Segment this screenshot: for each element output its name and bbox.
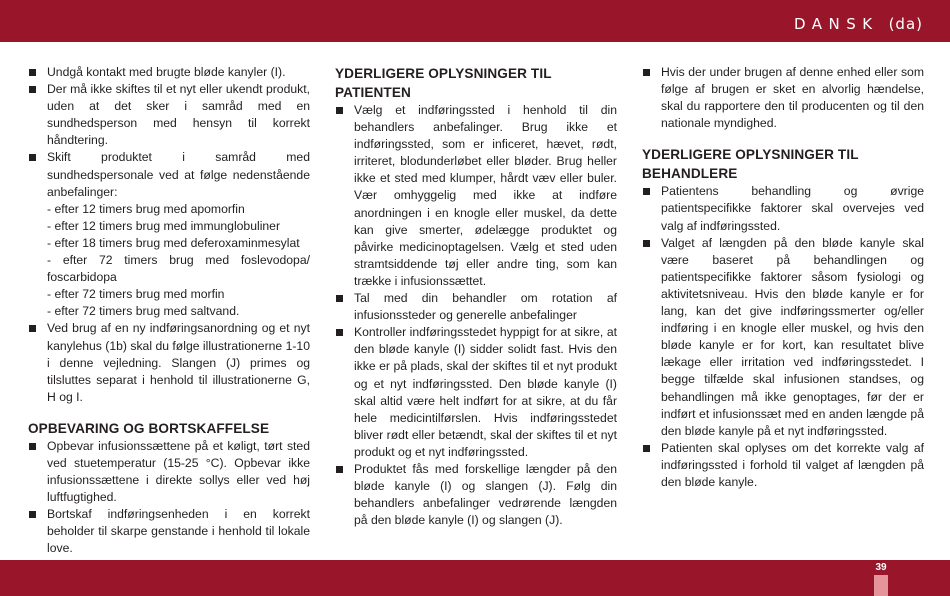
list-item: Patienten skal oplyses om det korrekte valg af indføringssted i forhold til valget af længden på den bløde kanyle. — [642, 440, 924, 491]
list-item: Tal med din behandler om rotation af infusionssteder og generelle anbefalinger — [335, 290, 617, 324]
language-name: DANSK — [793, 15, 879, 33]
section-heading: YDERLIGERE OPLYSNINGER TIL BEHANDLERE — [642, 147, 859, 182]
column-2 — [335, 64, 617, 529]
list-item: Produktet fås med forskellige længder på den bløde kanyle (I) og slangen (J). Følg din behandlers anbefalinger vedrørende længden på den bløde kanyle (I) og slangen (J). — [335, 461, 617, 529]
header-bar — [0, 0, 950, 42]
page-number: 39 — [875, 562, 887, 573]
sublist-item: - efter 72 timers brug med foslevodopa/ foscarbidopa — [47, 253, 310, 285]
sublist-item: - efter 12 timers brug med apomorfin — [47, 201, 245, 216]
list-item: Hvis der under brugen af denne enhed eller som følge af brugen er sket en alvorlig hændelse, skal du rapportere den til producenten og til den nationale myndighed. — [642, 64, 924, 132]
spacer — [28, 406, 310, 419]
sublist-item: - efter 12 timers brug med immunglobuliner — [47, 218, 281, 233]
list-item: Skift produktet i samråd med sundhedspersonale ved at følge nedenstående anbefalinger: — [28, 149, 310, 200]
footer-bar — [0, 560, 950, 596]
list-item: Der må ikke skiftes til et nyt eller ukendt produkt, uden at det sker i samråd med en sundhedsperson med hensyn til korrekt håndtering. — [28, 81, 310, 149]
page-tab-marker — [874, 575, 888, 596]
sublist — [28, 201, 310, 321]
list-item: Kontroller indføringsstedet hyppigt for at sikre, at den bløde kanyle (I) sidder solidt fast. Hvis den ikke er på plads, skal der skiftes til et nyt produkt og et nyt indføringssted. Den bløde kanyle (I) skal altid være helt indført for at sikre, at du får hele medicintilførslen. Hvis indføringsstedet bliver rødt eller betændt, skal der skiftes til et nyt produkt og et nyt indføringssted. — [335, 324, 617, 461]
sublist-item: - efter 18 timers brug med deferoxaminmesylat — [47, 235, 300, 250]
list-item: Vælg et indføringssted i henhold til din behandlers anbefalinger. Brug ikke et indføringssted, som er inficeret, hævet, rødt, irriteret, blodunderløbet eller bløder. Brug heller ikke et sted med klumper, hårdt væv eller buler. Vær omhyggelig med ikke at indføre anordningen i en knogle eller muskel, da dette kan give smerter, ødelægge produktet og påvirke medicinoptagelsen. Vælg et sted uden stramtsiddende tøj eller andre ting, som kan trække i infusionssættet. — [335, 102, 617, 290]
list-item: Ved brug af en ny indføringsanordning og et nyt kanylehus (1b) skal du følge illustrationerne 1-10 i denne vejledning. Slangen (J) primes og tilsluttes separat i henhold til illustrationerne G, H og I. — [28, 320, 310, 405]
list-item: Bortskaf indføringsenheden i en korrekt beholder til skarpe genstande i henhold til lokale love. — [28, 506, 310, 557]
section-heading: YDERLIGERE OPLYSNINGER TIL PATIENTEN — [335, 66, 552, 100]
column-3 — [642, 64, 924, 491]
list-item: Opbevar infusionssættene på et køligt, tørt sted ved stuetemperatur (15-25 °C). Opbevar ikke infusionssættene i direkte sollys eller ved høj luftfugtighed. — [28, 438, 310, 506]
spacer — [642, 132, 924, 145]
list-item: Undgå kontakt med brugte bløde kanyler (I). — [28, 64, 310, 81]
column-1 — [28, 64, 310, 592]
list-item: Patientens behandling og øvrige patientspecifikke faktorer skal overvejes ved valg af indføringssted. — [642, 183, 924, 234]
language-label — [794, 15, 923, 33]
language-code: (da) — [888, 15, 923, 33]
list-item: Valget af længden på den bløde kanyle skal være baseret på behandlingen og patientspecifikke faktorer såsom fysiologi og aktivitetsniveau. Hvis den bløde kanyle er for lang, kan det give indføringssmerter og/eller indføring i en knogle eller muskel, og hvis den bløde kanyle er for kort, kan resultatet blive lækage eller irritation ved indføringsstedet. I begge tilfælde skal infusionen standses, og behandlingen må ikke genoptages, før der er indført et infusionssæt med en anden længde på den bløde kanyle på et nyt indføringssted. — [642, 235, 924, 440]
sublist-item: - efter 72 timers brug med saltvand. — [47, 304, 240, 319]
section-heading: OPBEVARING OG BORTSKAFFELSE — [28, 420, 270, 436]
sublist-item: - efter 72 timers brug med morfin — [47, 287, 225, 302]
